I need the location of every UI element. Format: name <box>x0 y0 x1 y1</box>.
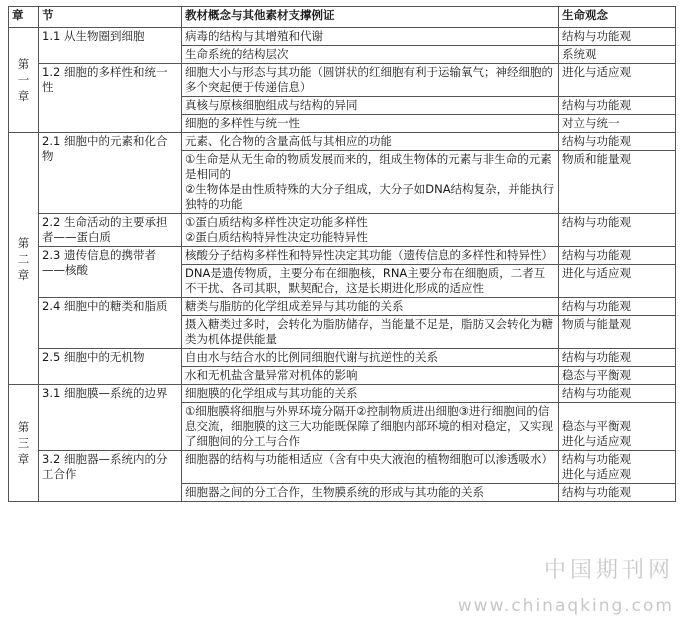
concept-cell <box>559 451 676 484</box>
example-cell: 细胞的多样性与统一性 <box>182 115 559 133</box>
section-cell: 2.1 细胞中的元素和化合物 <box>39 133 182 214</box>
example-cell: 核酸分子结构多样性和特异性决定其功能（遗传信息的多样性和特异性） <box>182 247 559 265</box>
watermark-title: 中国期刊网 <box>543 558 674 583</box>
table-row <box>9 385 676 403</box>
concept-cell: 进化与适应观 <box>559 64 676 97</box>
concept-cell: 物质和能量观 <box>559 151 676 214</box>
header-chapter: 章 <box>9 7 39 28</box>
header-row <box>9 7 676 28</box>
chapter-label: 第三章 <box>17 420 30 466</box>
example-cell: 细胞大小与形态与其功能（圆饼状的红细胞有利于运输氧气；神经细胞的多个突起便于传递信息） <box>182 64 559 97</box>
example-cell: ①细胞膜将细胞与外界环境分隔开②控制物质进出细胞③进行细胞间的信息交流，细胞膜的这三大功能既保障了细胞内部环境的相对稳定，又实现了细胞间的分工与合作 <box>182 403 559 451</box>
example-cell: DNA是遗传物质，主要分布在细胞核，RNA主要分布在细胞质，二者互不干扰、各司其职，默契配合，这是长期进化形成的适应性 <box>182 265 559 298</box>
example-cell: 病毒的结构与其增殖和代谢 <box>182 28 559 46</box>
example-cell: 细胞膜的化学组成与其功能的关系 <box>182 385 559 403</box>
concept-line: 进化与适应观 <box>562 434 631 448</box>
table-row <box>9 247 676 265</box>
concept-cell: 结构与功能观 <box>559 298 676 316</box>
table-row <box>9 349 676 367</box>
concept-cell: 结构与功能观 <box>559 247 676 265</box>
example-cell: 水和无机盐含量异常对机体的影响 <box>182 367 559 385</box>
chapter-label: 第一章 <box>17 57 30 103</box>
section-cell: 2.5 细胞中的无机物 <box>39 349 182 385</box>
header-concept: 生命观念 <box>559 7 676 28</box>
concept-cell: 对立与统一 <box>559 115 676 133</box>
concept-cell: 结构与功能观 <box>559 349 676 367</box>
example-cell: 真核与原核细胞组成与结构的异同 <box>182 97 559 115</box>
table-row <box>9 133 676 151</box>
example-cell <box>182 214 559 247</box>
example-cell <box>182 151 559 214</box>
concept-cell: 结构与功能观 <box>559 214 676 247</box>
example-cell: 细胞器之间的分工合作，生物膜系统的形成与其功能的关系 <box>182 484 559 502</box>
table-row <box>9 451 676 484</box>
example-line: ②蛋白质结构特异性决定功能特异性 <box>185 230 368 244</box>
example-cell: 糖类与脂肪的化学组成差异与其功能的关系 <box>182 298 559 316</box>
watermark-url: www.chinaqking.com <box>457 596 674 616</box>
header-example: 教材概念与其他素材支撑例证 <box>182 7 559 28</box>
example-cell: 细胞器的结构与功能相适应（含有中央大液泡的植物细胞可以渗透吸水） <box>182 451 559 484</box>
section-cell: 1.2 细胞的多样性和统一性 <box>39 64 182 133</box>
concept-line: 稳态与平衡观 <box>562 419 631 433</box>
section-cell: 2.2 生命活动的主要承担者——蛋白质 <box>39 214 182 247</box>
concept-cell <box>559 403 676 451</box>
example-line: ①蛋白质结构多样性决定功能多样性 <box>185 215 368 229</box>
concept-cell: 系统观 <box>559 46 676 64</box>
header-section: 节 <box>39 7 182 28</box>
table-row <box>9 28 676 46</box>
section-cell: 2.4 细胞中的糖类和脂质 <box>39 298 182 349</box>
concept-line: 结构与功能观 <box>562 452 631 466</box>
concept-cell: 结构与功能观 <box>559 97 676 115</box>
chapter-cell <box>9 133 39 385</box>
concept-cell: 物质与能量观 <box>559 316 676 349</box>
example-cell: 生命系统的结构层次 <box>182 46 559 64</box>
section-cell: 3.1 细胞膜—系统的边界 <box>39 385 182 451</box>
example-cell: 自由水与结合水的比例同细胞代谢与抗逆性的关系 <box>182 349 559 367</box>
concept-cell: 结构与功能观 <box>559 133 676 151</box>
section-cell: 2.3 遗传信息的携带者——核酸 <box>39 247 182 298</box>
example-line: ①生命是从无生命的物质发展而来的，组成生物体的元素与非生命的元素是相同的 <box>185 152 552 181</box>
concept-cell: 结构与功能观 <box>559 484 676 502</box>
chapter-label: 第二章 <box>17 235 30 282</box>
section-cell: 3.2 细胞器—系统内的分工合作 <box>39 451 182 502</box>
concept-cell: 稳态与平衡观 <box>559 367 676 385</box>
concept-cell: 结构与功能观 <box>559 28 676 46</box>
chapter-cell <box>9 28 39 133</box>
table-row <box>9 214 676 247</box>
table-row <box>9 64 676 97</box>
example-cell: 摄入糖类过多时，会转化为脂肪储存，当能量不足是，脂肪又会转化为糖类为机体提供能量 <box>182 316 559 349</box>
concept-line: 进化与适应观 <box>562 467 631 481</box>
concept-table <box>8 6 676 502</box>
chapter-cell <box>9 385 39 502</box>
table-row <box>9 298 676 316</box>
concept-cell: 结构与功能观 <box>559 385 676 403</box>
example-line: ②生物体是由性质特殊的大分子组成，大分子如DNA结构复杂，并能执行独特的功能 <box>185 182 555 211</box>
example-cell: 元素、化合物的含量高低与其相应的功能 <box>182 133 559 151</box>
concept-cell: 进化与适应观 <box>559 265 676 298</box>
section-cell: 1.1 从生物圈到细胞 <box>39 28 182 64</box>
